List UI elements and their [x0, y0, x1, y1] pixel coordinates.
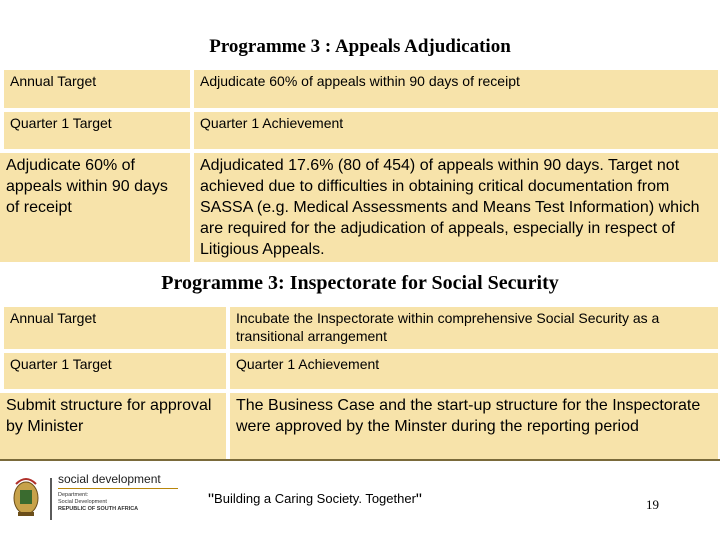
section1-title: Programme 3 : Appeals Adjudication [209, 36, 511, 57]
s2-q1-achievement-value: The Business Case and the start-up structure for the Inspectorate were approved by the Minster during the reporting period [230, 393, 718, 459]
slogan-open-quote: " [208, 490, 215, 509]
slogan-text: Building a Caring Society. Together [214, 491, 416, 506]
s2-q1-achievement-label: Quarter 1 Achievement [230, 353, 718, 389]
slogan-close-quote: " [415, 490, 422, 509]
logo-line2: Social Development [58, 499, 107, 505]
s1-annual-target-value: Adjudicate 60% of appeals within 90 days of receipt [194, 70, 718, 108]
logo-rule [58, 488, 178, 489]
s2-q1-target-label: Quarter 1 Target [4, 353, 226, 389]
section2-title: Programme 3: Inspectorate for Social Security [161, 272, 559, 294]
page-number: 19 [646, 497, 659, 512]
s1-q1-target-label: Quarter 1 Target [4, 112, 190, 149]
s2-q1-target-value: Submit structure for approval by Minister [0, 393, 226, 459]
logo-line3: REPUBLIC OF SOUTH AFRICA [58, 506, 139, 512]
s1-q1-target-value: Adjudicate 60% of appeals within 90 days of receipt [0, 153, 190, 262]
s1-annual-target-label: Annual Target [4, 70, 190, 108]
s2-annual-target-label: Annual Target [4, 307, 226, 349]
department-logo [6, 468, 186, 528]
footer-divider [0, 459, 720, 461]
logo-line1: Department: [58, 492, 89, 498]
slogan [208, 490, 422, 510]
logo-title: social development [58, 472, 161, 486]
s1-q1-achievement-label: Quarter 1 Achievement [194, 112, 718, 149]
s2-annual-target-value: Incubate the Inspectorate within comprehensive Social Security as a transitional arrangement [230, 307, 718, 349]
s1-q1-achievement-value: Adjudicated 17.6% (80 of 454) of appeals within 90 days. Target not achieved due to difficulties in obtaining critical documentation from SASSA (e.g. Medical Assessments and Means Test Information) which are required for the adjudication of appeals, especially in respect of Litigious Appeals. [194, 153, 718, 262]
